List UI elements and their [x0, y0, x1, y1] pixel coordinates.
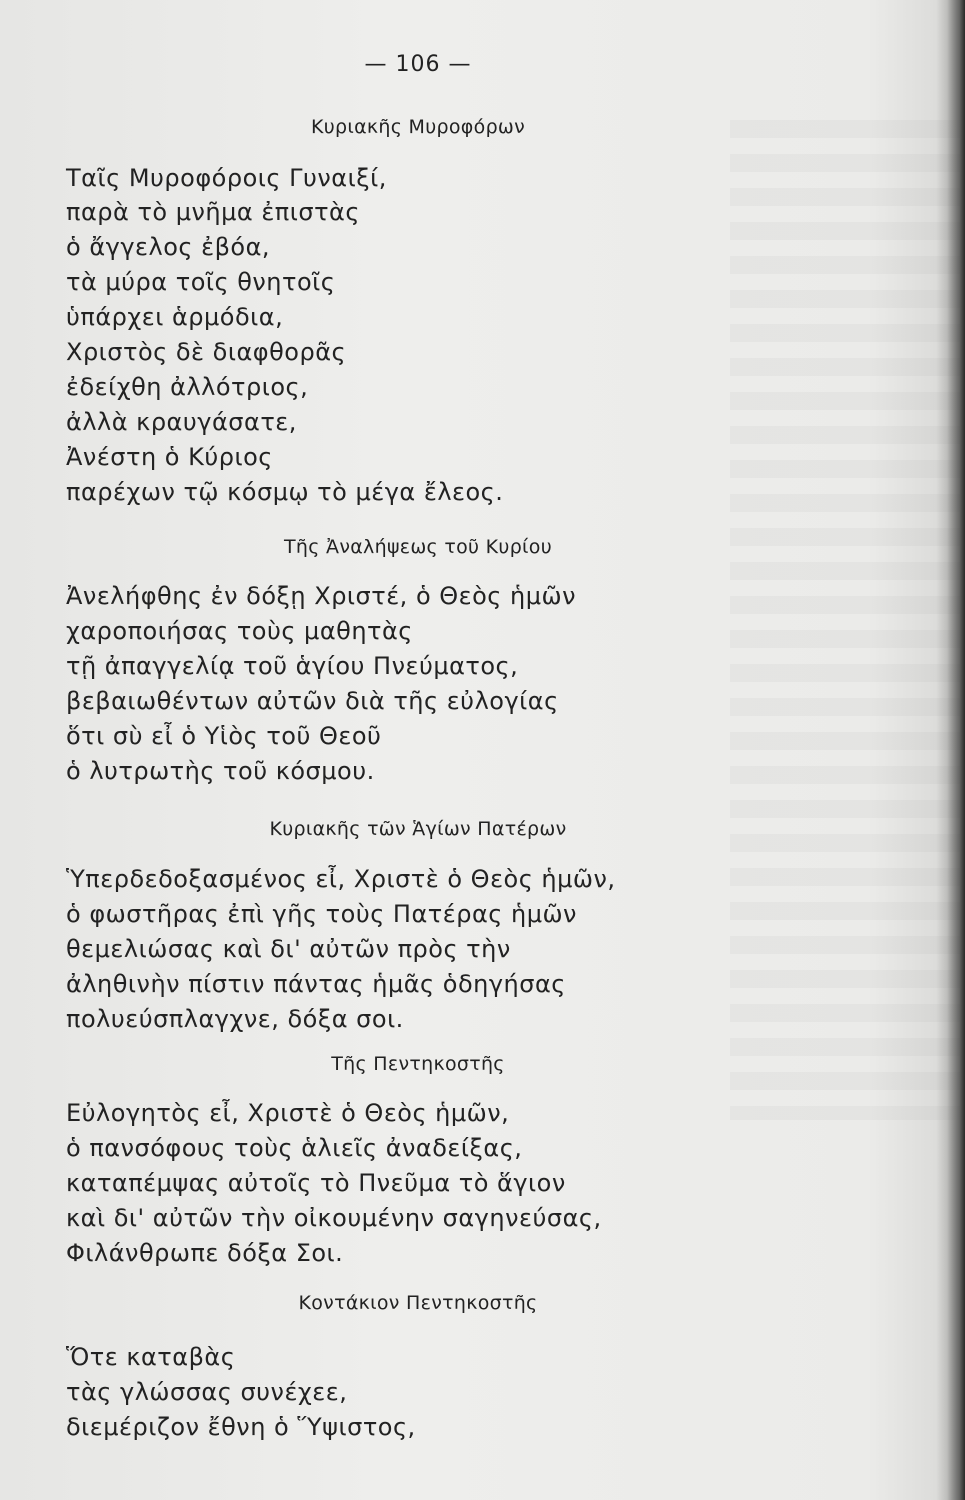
section-title-pentikostis: Τῆς Πεντηκοστῆς — [331, 1053, 505, 1075]
text-line: ὅτι σὺ εἶ ὁ Υἱὸς τοῦ Θεοῦ — [66, 722, 382, 750]
text-line: ἀλλὰ κραυγάσατε, — [66, 408, 297, 436]
text-line: Ὅτε καταβὰς — [66, 1343, 236, 1371]
text-line: ἐδείχθη ἀλλότριος, — [66, 373, 309, 401]
text-line: τὰς γλώσσας συνέχεε, — [66, 1378, 348, 1406]
text-line: θεμελιώσας καὶ δι' αὐτῶν πρὸς τὴν — [66, 935, 511, 963]
text-line: ὑπάρχει ἁρμόδια, — [66, 303, 284, 331]
text-line: χαροποιήσας τοὺς μαθητὰς — [66, 617, 413, 645]
text-line: Φιλάνθρωπε δόξα Σοι. — [66, 1239, 344, 1267]
text-line: παρέχων τῷ κόσμῳ τὸ μέγα ἔλεος. — [66, 478, 504, 506]
page-edge-shadow — [947, 0, 965, 1500]
page-number: — 106 — — [364, 52, 472, 77]
section-title-kontakion: Κοντάκιον Πεντηκοστῆς — [298, 1292, 538, 1314]
text-line: ὁ ἄγγελος ἐβόα, — [66, 233, 271, 261]
text-line: τὰ μύρα τοῖς θνητοῖς — [66, 268, 336, 296]
text-line: Ἀνέστη ὁ Κύριος — [66, 443, 273, 471]
section-title-agion-pateron: Κυριακῆς τῶν Ἁγίων Πατέρων — [269, 818, 567, 840]
text-line: καταπέμψας αὐτοῖς τὸ Πνεῦμα τὸ ἅγιον — [66, 1169, 566, 1197]
text-line: ὁ πανσόφους τοὺς ἁλιεῖς ἀναδείξας, — [66, 1134, 523, 1162]
section-title-myrophoron: Κυριακῆς Μυροφόρων — [310, 116, 526, 138]
section-title-analipseos: Τῆς Ἀναλήψεως τοῦ Κυρίου — [283, 536, 553, 558]
text-line: καὶ δι' αὐτῶν τὴν οἰκουμένην σαγηνεύσας, — [66, 1204, 602, 1232]
text-line: Χριστὸς δὲ διαφθορᾶς — [66, 338, 347, 366]
text-line: πολυεύσπλαγχνε, δόξα σοι. — [66, 1005, 404, 1033]
text-line: τῇ ἀπαγγελίᾳ τοῦ ἁγίου Πνεύματος, — [66, 652, 519, 680]
text-line: διεμέριζον ἔθνη ὁ Ὕψιστος, — [66, 1413, 416, 1441]
text-line: ὁ λυτρωτὴς τοῦ κόσμου. — [66, 757, 375, 785]
text-line: παρὰ τὸ μνῆμα ἐπιστὰς — [66, 198, 360, 226]
text-line: βεβαιωθέντων αὐτῶν διὰ τῆς εὐλογίας — [66, 687, 559, 715]
text-line: ὁ φωστῆρας ἐπὶ γῆς τοὺς Πατέρας ἡμῶν — [66, 900, 577, 928]
text-line: Εὐλογητὸς εἶ, Χριστὲ ὁ Θεὸς ἡμῶν, — [66, 1099, 510, 1127]
text-line: Ταῖς Μυροφόροις Γυναιξί, — [66, 164, 387, 192]
text-line: Ἀνελήφθης ἐν δόξῃ Χριστέ, ὁ Θεὸς ἡμῶν — [66, 582, 576, 610]
text-line: ἀληθινὴν πίστιν πάντας ἡμᾶς ὁδηγήσας — [66, 970, 566, 998]
text-line: Ὑπερδεδοξασμένος εἶ, Χριστὲ ὁ Θεὸς ἡμῶν, — [66, 865, 616, 893]
bleed-through-texture — [730, 120, 960, 1120]
